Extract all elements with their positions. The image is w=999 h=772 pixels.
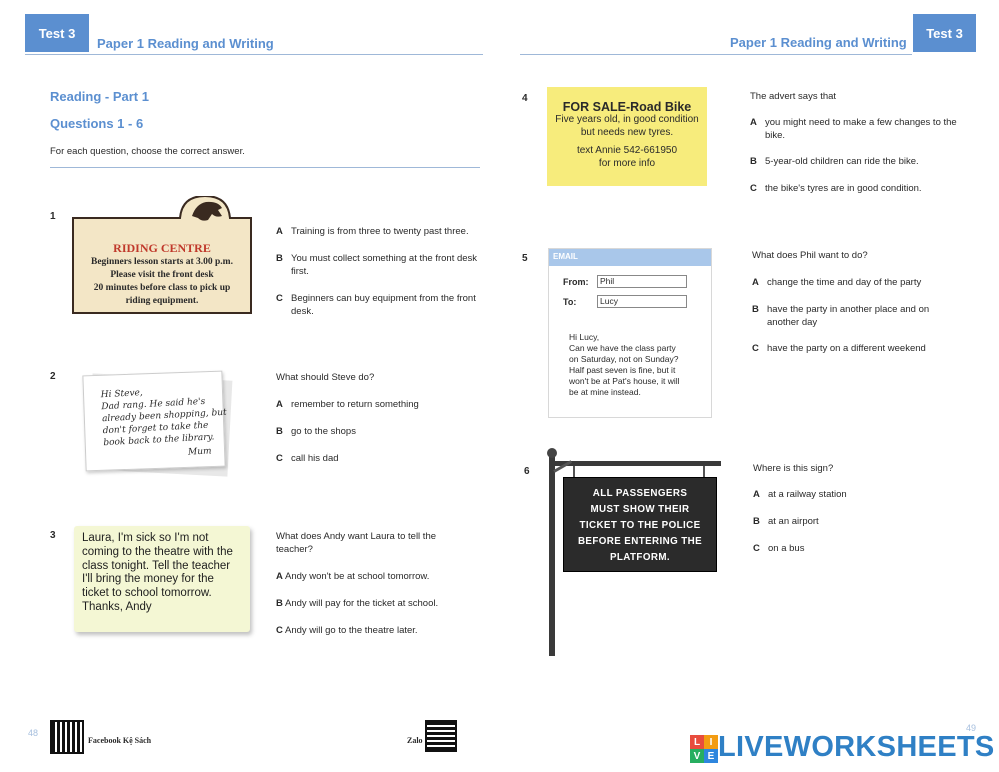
qr-code-zalo — [427, 722, 455, 750]
steve-note — [84, 373, 229, 473]
email-titlebar: EMAIL — [549, 249, 711, 266]
signpost-pole — [549, 454, 555, 656]
section-title: Reading - Part 1 — [50, 89, 149, 104]
question-number-6: 6 — [524, 466, 530, 477]
andy-note-line: Laura, I'm sick so I'm not — [82, 532, 209, 544]
andy-note-line: I'll bring the money for the — [82, 573, 214, 586]
q6-option-b[interactable]: B at an airport — [753, 516, 819, 527]
test-tab-right: Test 3 — [913, 14, 976, 52]
sign-board-line: ALL PASSENGERS — [592, 488, 688, 499]
q2-question: What should Steve do? — [276, 372, 375, 383]
q6-option-a[interactable]: A at a railway station — [753, 489, 847, 500]
q1-options — [276, 225, 481, 318]
liveworksheets-watermark[interactable]: LIVEWORKSHEETS — [718, 731, 995, 763]
bike-advert-contact — [547, 145, 707, 170]
page-header-right: Paper 1 Reading and Writing — [730, 35, 907, 50]
riding-sign-line: Please visit the front desk — [110, 270, 214, 280]
q4-option-a[interactable]: A you might need to make a few changes to the bike. — [750, 117, 957, 141]
andy-note-line: ticket to school tomorrow. — [82, 587, 212, 600]
q5-question: What does Phil want to do? — [752, 250, 868, 261]
q4-option-b[interactable]: B 5-year-old children can ride the bike. — [750, 156, 919, 167]
bike-advert-contact-line: for more info — [598, 157, 656, 169]
test-tab-left: Test 3 — [25, 14, 89, 52]
sign-board — [563, 477, 717, 572]
q1-option-a[interactable]: A Training is from three to twenty past three. — [276, 226, 469, 237]
q2-option-c[interactable]: C call his dad — [276, 453, 339, 464]
andy-note — [74, 526, 250, 632]
steve-note-line: don't forget to take the — [102, 420, 209, 437]
q5-option-b[interactable]: B have the party in another place and on another day — [752, 304, 930, 328]
email-body-line: Half past seven is fine, but it — [569, 365, 676, 375]
email-from-field[interactable]: Phil — [597, 275, 687, 288]
q2-options — [276, 398, 481, 465]
q6-options — [753, 488, 953, 555]
logo-letter-block: I — [704, 735, 718, 749]
email-body-line: Can we have the class party — [569, 343, 676, 353]
q6-question: Where is this sign? — [753, 463, 834, 474]
q5-option-c[interactable]: C have the party on a different weekend — [752, 343, 926, 354]
bike-advert-body — [547, 114, 707, 139]
question-number-3: 3 — [50, 530, 56, 541]
bike-advert — [547, 87, 707, 186]
question-number-4: 4 — [522, 93, 528, 104]
bike-advert-line: but needs new tyres. — [580, 126, 674, 138]
q2-option-b[interactable]: B go to the shops — [276, 426, 356, 437]
sign-board-line: PLATFORM. — [609, 552, 670, 563]
header-rule-right — [520, 54, 912, 55]
bike-advert-line: Five years old, in good condition — [555, 114, 699, 125]
q4-options — [750, 116, 970, 195]
sign-board-line: BEFORE ENTERING THE — [577, 536, 703, 547]
email-window — [548, 248, 712, 418]
email-body-line: Hi Lucy, — [569, 332, 600, 342]
q3-option-a[interactable]: A Andy won't be at school tomorrow. — [276, 571, 430, 582]
sign-board-line: MUST SHOW THEIR — [590, 504, 690, 515]
q3-options — [276, 570, 481, 637]
q5-option-a[interactable]: A change the time and day of the party — [752, 277, 922, 288]
instruction: For each question, choose the correct answer. — [50, 146, 245, 157]
email-from-label: From: — [563, 277, 589, 287]
q2-option-a[interactable]: A remember to return something — [276, 399, 419, 410]
steve-note-line: book back to the library. — [103, 432, 215, 449]
page-number-left: 48 — [28, 728, 39, 738]
question-number-1: 1 — [50, 211, 56, 222]
signpost — [545, 448, 725, 658]
footer-zalo-label: Zalo — [407, 736, 423, 745]
logo-letter-block: V — [690, 749, 704, 763]
page-header-left: Paper 1 Reading and Writing — [97, 36, 274, 51]
andy-note-line: coming to the theatre with the — [82, 545, 233, 558]
signpost-arm — [553, 461, 721, 466]
q3-question: What does Andy want Laura to tell the teacher? — [276, 531, 437, 555]
q1-option-b[interactable]: B You must collect something at the front desk first. — [276, 253, 478, 277]
signpost-top-knob — [547, 448, 557, 458]
steve-note-sign: Mum — [187, 446, 212, 458]
question-number-5: 5 — [522, 253, 528, 264]
email-to-field[interactable]: Lucy — [597, 295, 687, 308]
q6-option-c[interactable]: C on a bus — [753, 543, 805, 554]
q4-option-c[interactable]: C the bike's tyres are in good condition. — [750, 183, 922, 194]
andy-note-text — [82, 532, 233, 615]
page-number-right: 49 — [966, 723, 977, 733]
email-body-line: be at mine instead. — [569, 387, 641, 397]
steve-note-line: Hi Steve, — [100, 388, 144, 401]
qr-code-facebook — [52, 722, 82, 752]
riding-sign-line: 20 minutes before class to pick up — [93, 283, 231, 293]
steve-note-text — [101, 383, 229, 449]
logo-letter-block: E — [704, 749, 718, 763]
sign-board-text — [564, 486, 716, 566]
header-rule-left — [25, 54, 483, 55]
andy-note-line: Thanks, Andy — [82, 600, 152, 613]
liveworksheets-logo-icon — [690, 735, 718, 763]
riding-sign-title: RIDING CENTRE — [113, 241, 211, 255]
q1-option-c[interactable]: C Beginners can buy equipment from the front desk. — [276, 293, 476, 317]
email-body-line: on Saturday, not on Sunday? — [569, 354, 679, 364]
footer-facebook-label: Facebook Kệ Sách — [88, 736, 152, 745]
question-number-2: 2 — [50, 371, 56, 382]
bike-advert-contact-line: text Annie 542-661950 — [576, 145, 678, 156]
questions-title: Questions 1 - 6 — [50, 116, 144, 131]
riding-sign — [72, 196, 252, 314]
andy-note-line: class tonight. Tell the teacher — [82, 559, 231, 572]
q5-options — [752, 276, 952, 355]
sign-board-line: TICKET TO THE POLICE — [579, 520, 701, 531]
bike-advert-title: FOR SALE-Road Bike — [562, 100, 692, 114]
email-body — [569, 332, 680, 398]
steve-note-line: already been shopping, but — [101, 407, 227, 425]
riding-sign-line: riding equipment. — [125, 296, 199, 306]
email-to-label: To: — [563, 297, 577, 307]
riding-sign-body — [72, 256, 252, 308]
riding-sign-line: Beginners lesson starts at 3.00 p.m. — [91, 257, 233, 267]
q3-option-c[interactable]: C Andy will go to the theatre later. — [276, 625, 418, 636]
q3-option-b[interactable]: B Andy will pay for the ticket at school. — [276, 598, 439, 609]
instruction-rule — [50, 167, 480, 168]
steve-note-line: Dad rang. He said he's — [101, 396, 206, 413]
logo-letter-block: L — [690, 735, 704, 749]
q4-question: The advert says that — [750, 91, 837, 102]
email-body-line: won't be at Pat's house, it will — [569, 376, 680, 386]
